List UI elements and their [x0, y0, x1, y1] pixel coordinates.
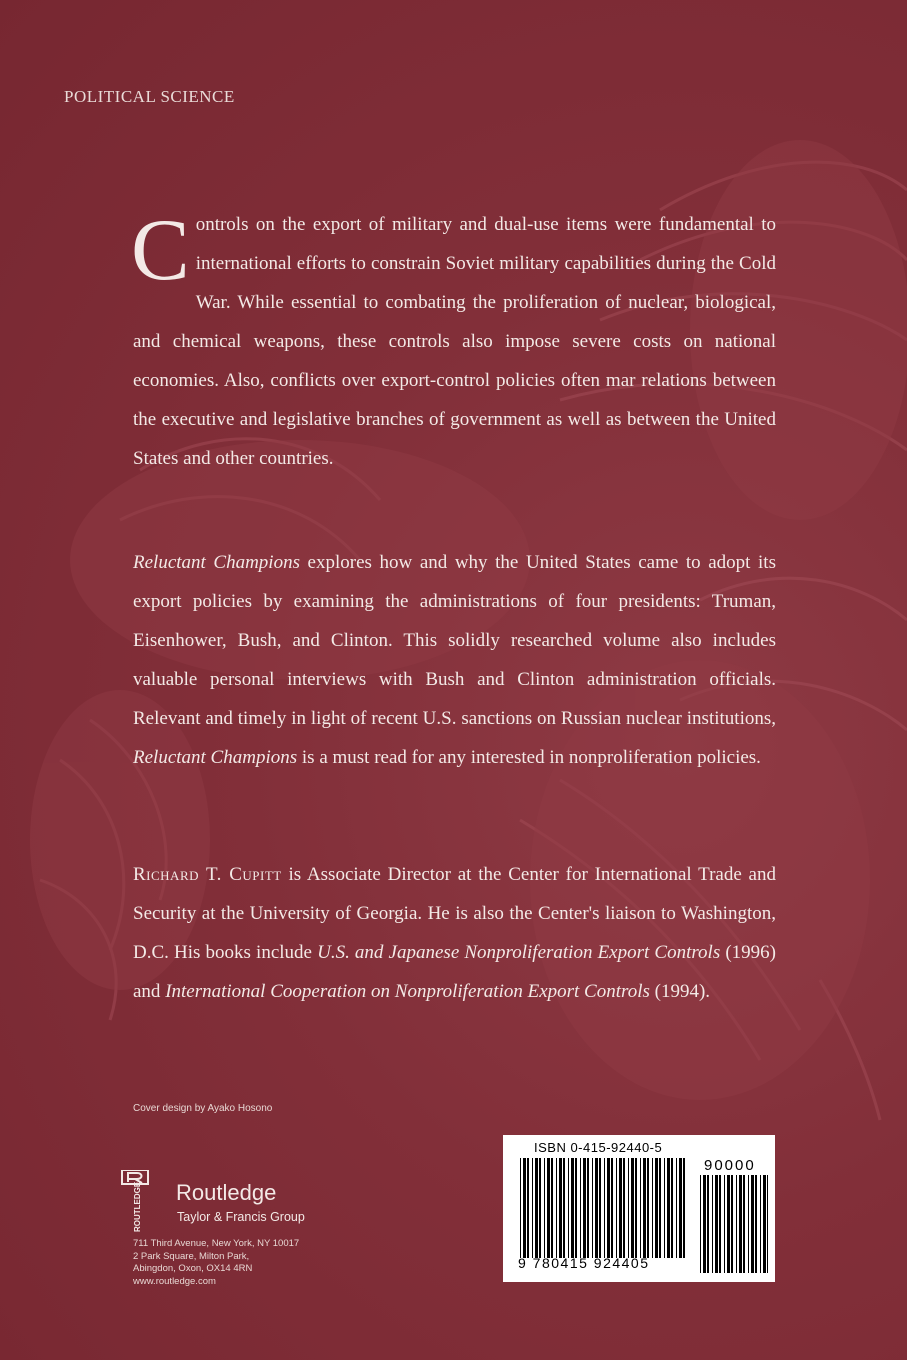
- barcode-bar: [616, 1158, 617, 1258]
- paragraph-2-text-b: is a must read for any interested in nonproliferation policies.: [297, 747, 761, 768]
- barcode-bar: [635, 1158, 637, 1258]
- barcode-bar: [767, 1175, 768, 1273]
- book-title: Reluctant Champions: [133, 552, 300, 573]
- barcode-bar: [703, 1175, 706, 1273]
- barcode-bar: [667, 1158, 670, 1258]
- publisher-address: [133, 1238, 299, 1288]
- logo-vertical-text: ROUTLEDGE: [133, 1181, 142, 1232]
- barcode-bar: [607, 1158, 610, 1258]
- barcode-bar: [631, 1158, 634, 1258]
- barcode-bar: [628, 1158, 629, 1258]
- barcode-bar: [595, 1158, 598, 1258]
- description-paragraph-2: [133, 543, 776, 777]
- barcode-bar: [659, 1158, 661, 1258]
- barcode-bar: [715, 1175, 718, 1273]
- paragraph-1-text: ontrols on the export of military and dual-use items were fundamental to international efforts to constrain Soviet military capabilities during the Cold War. While essential to combating the proliferation of nuclear, biological, and chemical weapons, these controls also impose severe costs on national economies. Also, conflicts over export-control policies often mar relations between the executive and legislative branches of government as well as between the United States and other countries.: [133, 214, 776, 469]
- barcode-bar: [748, 1175, 749, 1273]
- barcode-bar: [671, 1158, 673, 1258]
- barcode-bar: [563, 1158, 565, 1258]
- barcode-bar: [643, 1158, 646, 1258]
- address-line: 711 Third Avenue, New York, NY 10017: [133, 1238, 300, 1249]
- barcode-bar: [575, 1158, 577, 1258]
- barcode-bar: [611, 1158, 613, 1258]
- cover-design-credit: Cover design by Ayako Hosono: [133, 1103, 273, 1114]
- address-line: Abingdon, Oxon, OX14 4RN: [133, 1263, 253, 1274]
- barcode-bar: [571, 1158, 574, 1258]
- barcode-bar: [539, 1158, 541, 1258]
- barcode-bar: [592, 1158, 593, 1258]
- routledge-logo-icon: [120, 1170, 150, 1232]
- barcode-bar: [587, 1158, 589, 1258]
- barcode-bar: [640, 1158, 641, 1258]
- barcode-bar: [580, 1158, 581, 1258]
- category-label: POLITICAL SCIENCE: [64, 87, 235, 106]
- barcode-bar: [676, 1158, 677, 1258]
- book-title-repeat: Reluctant Champions: [133, 747, 298, 768]
- barcode-bar: [664, 1158, 665, 1258]
- ean-barcode: [520, 1158, 685, 1258]
- barcode-bar: [679, 1158, 682, 1258]
- author-bio-text-a: is Associate Director at the Center for International Trade and Security at the University of Georgia. He is also the Center's liaison to Washington, D.C. His books include: [133, 864, 776, 963]
- barcode-bar: [739, 1175, 742, 1273]
- barcode-bar: [556, 1158, 557, 1258]
- barcode-bar: [647, 1158, 649, 1258]
- barcode-bar: [527, 1158, 529, 1258]
- barcode-bar: [736, 1175, 737, 1273]
- barcode-bar: [544, 1158, 545, 1258]
- barcode-bar: [547, 1158, 550, 1258]
- barcode-bar: [683, 1158, 685, 1258]
- barcode-bar: [568, 1158, 569, 1258]
- barcode-bar: [724, 1175, 725, 1273]
- barcode-bar: [532, 1158, 533, 1258]
- barcode-bar: [599, 1158, 601, 1258]
- author-bio: [133, 855, 776, 1011]
- barcode-bar: [763, 1175, 766, 1273]
- barcode-bar: [707, 1175, 709, 1273]
- barcode-bar: [652, 1158, 653, 1258]
- drop-cap: C: [131, 202, 190, 299]
- barcode-bar: [535, 1158, 538, 1258]
- barcode-bar: [520, 1158, 521, 1258]
- barcode-bar: [623, 1158, 625, 1258]
- publisher-name: Routledge: [176, 1180, 277, 1205]
- author-bio-text-b: (1996) and: [133, 942, 776, 1002]
- author-book-1: U.S. and Japanese Nonproliferation Export Controls: [317, 942, 721, 963]
- description-paragraph-1: [131, 202, 776, 478]
- author-bio-text-c: (1994).: [649, 981, 711, 1002]
- author-book-2: International Cooperation on Nonproliferation Export Controls: [165, 981, 650, 1002]
- barcode-bar: [619, 1158, 622, 1258]
- barcode-bar: [583, 1158, 586, 1258]
- isbn-label: ISBN 0-415-92440-5: [534, 1140, 663, 1155]
- addon-barcode: [700, 1175, 768, 1273]
- barcode-bar: [559, 1158, 562, 1258]
- barcode-bar: [755, 1175, 757, 1273]
- barcode-bar: [700, 1175, 701, 1273]
- ean-number: 9 780415 924405: [518, 1255, 650, 1271]
- paragraph-2-text-a: explores how and why the United States came to adopt its export policies by examining the administrations of four presidents: Truman, Eisenhower, Bush, and Clinton. This solidly researched volume also includes valuable personal interviews with Bush and Clinton administration officials. Relevant and timely in light of recent U.S. sanctions on Russian nuclear institutions,: [133, 552, 776, 729]
- barcode-bar: [719, 1175, 721, 1273]
- price-code: 90000: [704, 1157, 756, 1174]
- author-name: Richard T. Cupitt: [133, 864, 282, 885]
- publisher-website: www.routledge.com: [133, 1275, 216, 1287]
- barcode-bar: [743, 1175, 745, 1273]
- publisher-group: Taylor & Francis Group: [177, 1210, 305, 1224]
- barcode-bar: [604, 1158, 605, 1258]
- barcode-bar: [760, 1175, 761, 1273]
- barcode-bar: [655, 1158, 658, 1258]
- address-line: 2 Park Square, Milton Park,: [133, 1250, 250, 1262]
- barcode-bar: [523, 1158, 526, 1258]
- barcode-bar: [727, 1175, 730, 1273]
- barcode-bar: [751, 1175, 754, 1273]
- barcode-bar: [551, 1158, 553, 1258]
- barcode-bar: [712, 1175, 713, 1273]
- barcode-bar: [731, 1175, 733, 1273]
